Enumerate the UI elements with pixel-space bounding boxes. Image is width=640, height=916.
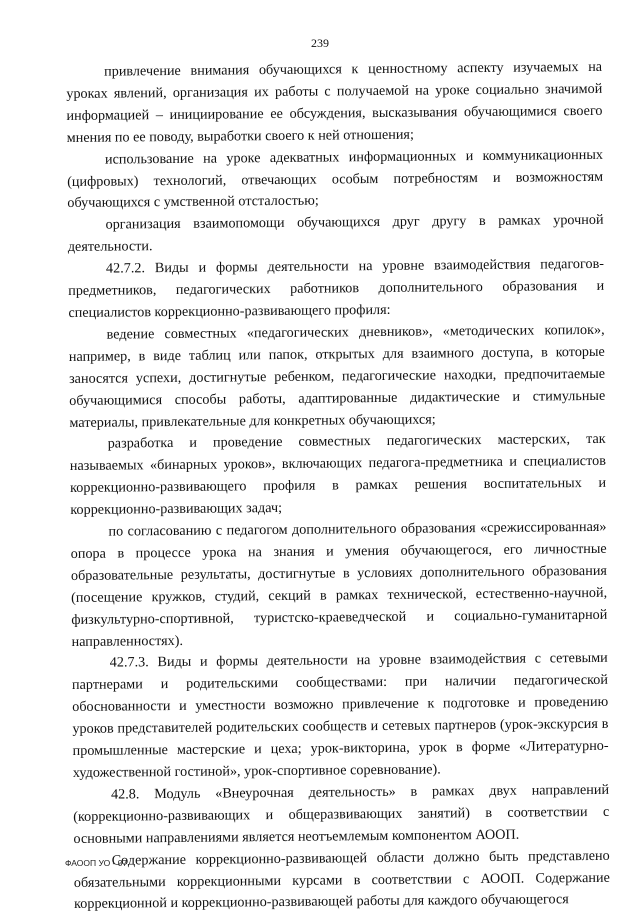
paragraph: организация взаимопомощи обучающихся друг другу в рамках урочной деятельности. [67,212,604,256]
page-number: 239 [311,36,329,50]
paragraph: привлечение внимания обучающихся к ценностному аспекту изучаемых на уроках явлений, организация их работы с получаемой на уроке социально значимой информацией – инициирование ее обсуждения, высказывания обучающимися своего мнения по ее поводу, выработки своего к ней отношения; [66,58,603,146]
paragraph: использование на уроке адекватных информационных и коммуникационных (цифровых) технологий, отвечающих особым потребностям и возможностям обучающихся с умственной отсталостью; [67,146,604,212]
section-heading-paragraph: 42.7.2. Виды и формы деятельности на уровне взаимодействия педагогов-предметников, педагогических работников дополнительного образования и специалистов коррекционно-развивающего профиля: [68,256,605,321]
body-text [66,57,610,916]
document-footer: ФАООП УО - 07 [65,858,128,868]
paragraph: по согласованию с педагогом дополнительного образования «срежиссированная» опора в процессе урока на знания и умения обучающегося, его личностные образовательные результаты, достигнутые в условиях дополнительного образования (посещение кружков, студий, секций в рамках технической, естественно-научной, физкультурно-спортивной, туристско-краеведческой и социально-гуманитарной направленностях). [70,518,608,650]
paragraph: Содержание коррекционно-развивающей области должно быть представлено обязательными коррекционными курсами в соответствии с АООП. Содержание коррекционной и коррекционно-развивающей работы для каждого обучающегося [73,847,610,913]
paragraph: разработка и проведение совместных педагогических мастерских, так называемых «бинарных уроков», включающих педагога-предметника и специалистов коррекционно-развивающего профиля в рамках решения воспитательных и коррекционно-развивающих задач; [69,431,607,519]
section-heading-paragraph: 42.8. Модуль «Внеурочная деятельность» в рамках двух направлений (коррекционно-развивающих и общеразвивающих занятий) в соответствии с основными направлениями является неотъемлемым компонентом АООП. [73,781,610,847]
section-heading-paragraph: 42.7.3. Виды и формы деятельности на уровне взаимодействия с сетевыми партнерами и родительскими сообществами: при наличии педагогической обоснованности и уместности возможно привлечение к подготовке и проведению уроков представителей родительских сообществ и сетевых партнеров (урок-экскурсия в промышленные мастерские и цеха; урок-викторина, урок в форме «Литературно-художественной гостиной», урок-спортивное соревнование). [71,650,609,781]
paragraph: ведение совместных «педагогических дневников», «методических копилок», например, в виде таблиц или папок, открытых для взаимного доступа, в которые заносятся успехи, достигнутые ребенком, педагогические находки, предпочитаемые обучающимися способы работы, адаптированные дидактические и стимульные материалы, привлекательные для конкретных обучающихся; [68,321,606,431]
